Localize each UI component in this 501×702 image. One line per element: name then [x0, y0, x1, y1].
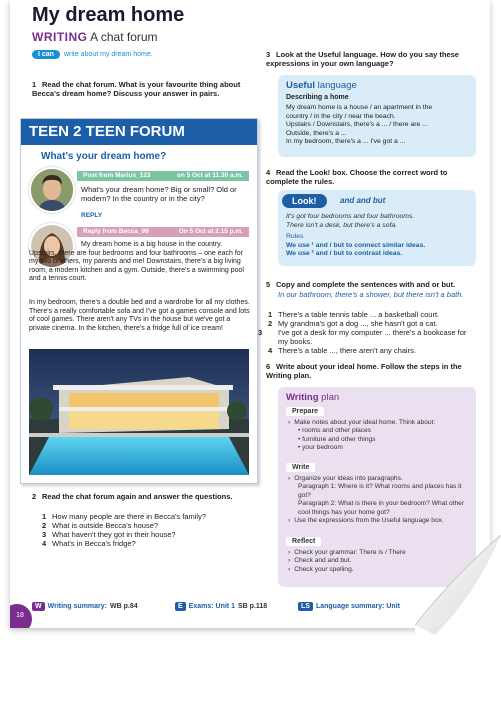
ref-page: WB p.84: [110, 603, 138, 610]
task-5-example: In our bathroom, there's a shower, but there isn't a bath.: [278, 290, 464, 299]
language-badge-icon: LS: [298, 602, 313, 611]
post-header-marius: [77, 171, 249, 181]
useful-subheading: Describing a home: [286, 94, 349, 101]
task-1: [32, 80, 252, 98]
plan-line-text: Use the expressions from the Useful language box.: [294, 517, 444, 525]
task-number: 4: [266, 168, 271, 177]
avatar-marius: [29, 167, 75, 213]
task-text: Read the chat forum again and answer the questions.: [42, 492, 233, 501]
task-text: Look at the: [276, 50, 319, 59]
exams-ref: [175, 602, 267, 611]
task-2: [32, 492, 242, 501]
item-number: 4: [268, 346, 273, 355]
plan-sub-line: • rooms and other places: [298, 427, 372, 435]
prepare-tag: Prepare: [286, 407, 324, 416]
arrow-icon: ›: [288, 549, 291, 556]
plan-line-text: Check your grammar: There is / There: [294, 549, 406, 556]
task-text: Copy and complete the sentences with and or but.: [276, 280, 456, 289]
task-text-bold: Writing plan: [266, 371, 310, 380]
post-text-becca-p2: In my bedroom, there's a double bed and a wardrobe for all my clothes. There's a really comfortable sofa and I've got a games console and lots of cool games. There aren't any TVs in the house but we've got a private cinema. In the kitchen, there's a fridge full of ice cream!: [29, 299, 250, 332]
task-6: [266, 362, 476, 380]
plan-line: [288, 517, 470, 525]
heading-rest: plan: [318, 392, 340, 403]
plan-line: [288, 419, 470, 427]
task-4: [266, 168, 476, 186]
plan-sub-line: • your bedroom: [298, 444, 343, 452]
post-date: On 5 Oct at 2.15 p.m.: [178, 228, 243, 235]
write-tag: Write: [286, 463, 315, 472]
writing-summary-ref: [32, 602, 138, 611]
task-3: [266, 50, 476, 68]
look-rules: [286, 233, 425, 259]
task-number: 1: [32, 80, 37, 89]
arrow-icon: ›: [288, 565, 291, 573]
item-text: What haven't they got in their house?: [52, 530, 176, 539]
page-number: 18: [10, 604, 32, 628]
plan-line: [288, 475, 470, 483]
learning-goal: [32, 50, 153, 59]
useful-lines: [286, 104, 432, 147]
post-author: Post from Marius_123: [83, 172, 151, 179]
ref-label: Language summary: Unit: [315, 603, 400, 610]
rule-line: We use ² and / but to contrast ideas.: [286, 250, 403, 258]
post-header-becca: [77, 227, 249, 237]
task-number: 5: [266, 280, 271, 289]
item-text: How many people are there in Becca's family?: [52, 512, 207, 521]
heading-bold: Writing: [286, 392, 319, 403]
item-number: 4: [42, 539, 47, 548]
item-text: There's a table tennis table ... a basketball court.: [278, 310, 440, 319]
section-title: A chat forum: [90, 30, 158, 44]
post-date: on 5 Oct at 11.30 a.m.: [176, 172, 243, 179]
item-text: What's in Becca's fridge?: [52, 539, 136, 548]
arrow-icon: ›: [288, 517, 291, 525]
task-number: 6: [266, 362, 271, 371]
reflect-tag: Reflect: [286, 537, 321, 546]
task-2-questions: [42, 512, 252, 548]
item-number: 3: [258, 328, 263, 337]
plan-line-text: Check your spelling.: [294, 565, 354, 573]
task-5: [266, 280, 476, 289]
boy-portrait-icon: [31, 169, 73, 211]
task-text: Write about your ideal home. Follow the steps in the: [276, 362, 462, 371]
item-number: 2: [42, 521, 47, 530]
section-heading: [32, 30, 158, 44]
item-number: 1: [42, 512, 47, 521]
ican-badge: I can: [32, 50, 60, 59]
write-list: [288, 475, 470, 525]
sentence-item: [268, 346, 478, 355]
item-number: 3: [42, 530, 47, 539]
forum-subtitle: What's your dream home?: [41, 151, 167, 162]
plan-line-text: Check and and but.: [294, 557, 352, 565]
plan-heading: [286, 392, 339, 403]
useful-line: In my bedroom, there's a ... I've got a ...: [286, 138, 406, 146]
plan-sub-line: Paragraph 1: Where is it? What rooms and places has it got?: [298, 483, 462, 499]
item-text: What is outside Becca's house?: [52, 521, 159, 530]
house-photo-icon: [29, 349, 249, 475]
task-text-bold: Useful language: [318, 50, 377, 59]
plan-sub-line: • furniture and other things: [298, 435, 376, 443]
look-box: [278, 190, 476, 266]
textbook-page: [10, 0, 490, 628]
page-title: My dream home: [32, 4, 185, 26]
useful-line: My dream home is a house / an apartment in the: [286, 104, 433, 111]
rules-label: Rules: [286, 233, 304, 240]
writing-badge-icon: W: [32, 602, 45, 611]
sentence-item: [258, 328, 478, 346]
prepare-list: [288, 419, 470, 453]
language-summary-ref: [298, 602, 400, 611]
reply-link[interactable]: REPLY: [81, 212, 103, 219]
sentence-item: [268, 310, 478, 319]
look-example: There isn't a desk, but there's a sofa.: [286, 221, 398, 229]
item-text: There's a table ..., there aren't any chairs.: [278, 346, 416, 355]
exams-badge-icon: E: [175, 602, 186, 611]
post-author: Reply from Becca_99: [83, 228, 149, 235]
look-subtitle: and and but: [340, 196, 386, 205]
dream-house-photo: [29, 349, 249, 475]
look-label: Look!: [282, 194, 327, 208]
item-number: 1: [268, 310, 273, 319]
useful-language-box: [278, 75, 476, 157]
task-text: Read the: [276, 168, 310, 177]
question-item: [42, 521, 252, 530]
item-text: My grandma's got a dog ..., she hasn't got a cat.: [278, 319, 438, 328]
useful-line: Outside, there's a ...: [286, 129, 347, 137]
arrow-icon: ›: [288, 557, 291, 565]
useful-line: Upstairs / Downstairs, there's a ... / there are ...: [286, 121, 428, 129]
arrow-icon: ›: [288, 419, 291, 426]
question-item: [42, 530, 252, 539]
task-number: 2: [32, 492, 37, 501]
post-text-becca-p1: My dream home is a big house in the country. Upstairs, there are four bedrooms and four bathrooms – one each for my two brothers, my parents and me! Downstairs, there's a big living room, a modern kitchen and a gym. Outside, there's a swimming pool and a tennis court.: [29, 241, 244, 283]
heading-rest: language: [315, 80, 357, 91]
chat-forum: [20, 118, 258, 484]
plan-sub-line: Paragraph 2: What is there in your bedroom? What other cool things has your home got?: [298, 500, 465, 516]
question-item: [42, 512, 252, 521]
plan-line-text: Make notes about your ideal home. Think about:: [294, 419, 436, 426]
task-5-items: [258, 310, 478, 355]
task-text: Read the chat forum. What is your favourite thing about Becca's dream home? Discuss your answer in pairs.: [32, 80, 241, 98]
page-curl-icon: [415, 535, 501, 645]
task-text-bold: Look!: [309, 168, 331, 177]
task-number: 3: [266, 50, 271, 59]
task-text: . How do you say these expressions in your own language?: [266, 50, 459, 68]
task-text: box. Choose the correct word to complete the rules.: [266, 168, 448, 186]
rule-line: We use ¹ and / but to connect similar ideas.: [286, 241, 426, 249]
ref-label: Writing summary:: [47, 603, 107, 610]
arrow-icon: ›: [288, 475, 291, 482]
useful-line: country / in the city / near the beach.: [286, 112, 396, 120]
item-number: 2: [268, 319, 273, 328]
ref-page: SB p.118: [237, 603, 268, 610]
heading-bold: Useful: [286, 80, 316, 91]
forum-title: TEEN 2 TEEN FORUM: [21, 119, 257, 145]
item-text: I've got a desk for my computer ... there's a bookcase for my books.: [278, 328, 467, 346]
look-examples: [286, 213, 414, 230]
question-item: [42, 539, 252, 548]
plan-line-text: Organize your ideas into paragraphs.: [294, 475, 403, 482]
section-label: WRITING: [32, 30, 88, 44]
post-text-marius: What's your dream home? Big or small? Old or modern? In the country or in the city?: [81, 185, 237, 203]
ican-text: write about my dream home.: [63, 51, 153, 58]
sentence-item: [268, 319, 478, 328]
useful-heading: [286, 80, 357, 91]
look-example: It's got four bedrooms and four bathrooms.: [286, 213, 415, 220]
task-text: .: [309, 371, 312, 380]
ref-label: Exams: Unit 1: [188, 603, 235, 610]
